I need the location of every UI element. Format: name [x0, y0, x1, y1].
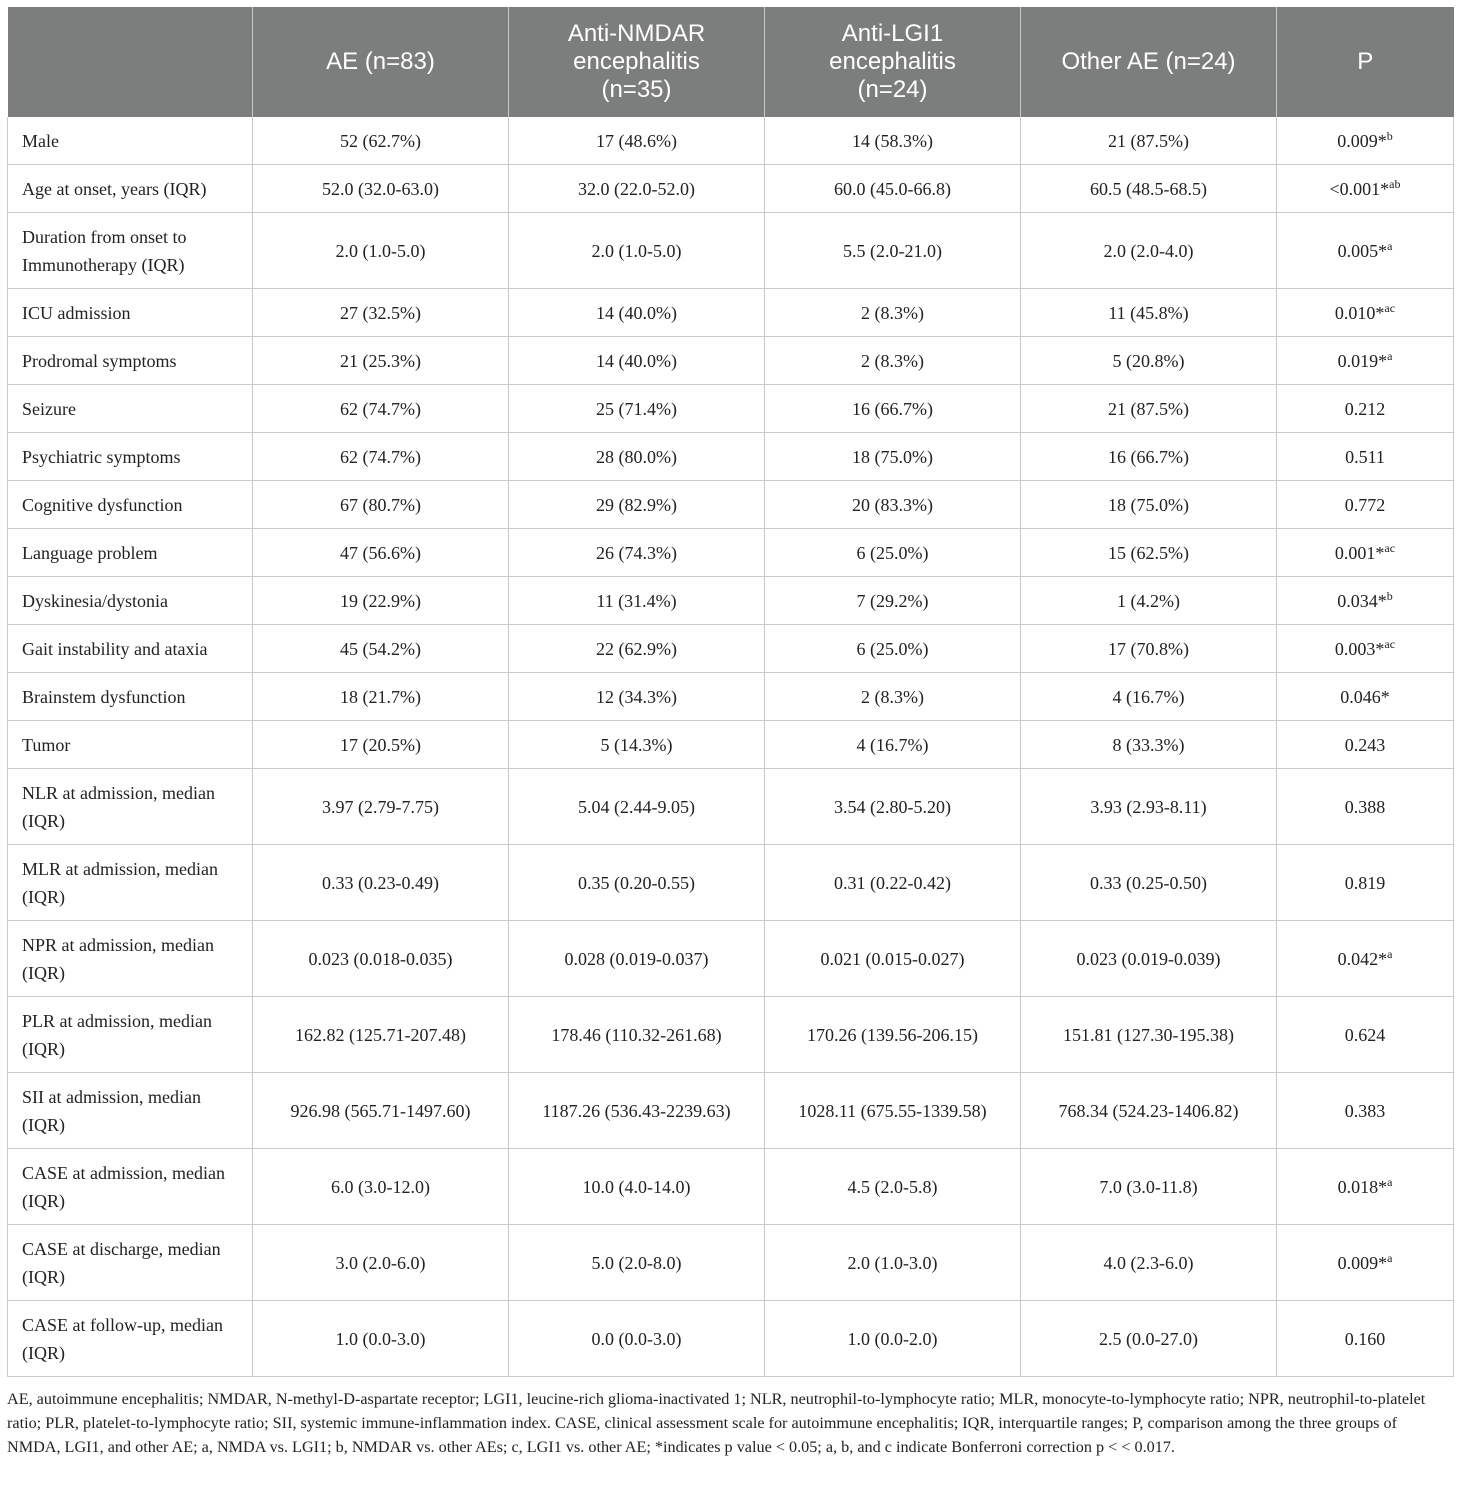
row-label: Dyskinesia/dystonia: [8, 577, 253, 625]
p-value-cell: [1277, 1073, 1454, 1149]
p-value: 0.772: [1344, 494, 1386, 515]
data-cell: 25 (71.4%): [509, 385, 765, 433]
header-cell-nmdar: Anti-NMDAR encephalitis (n=35): [509, 7, 765, 117]
row-label: Male: [8, 117, 253, 165]
table-row: [8, 213, 1454, 289]
p-value: 0.003*: [1334, 638, 1385, 659]
table-row: [8, 337, 1454, 385]
data-cell: 21 (87.5%): [1021, 117, 1277, 165]
data-cell: 2 (8.3%): [765, 337, 1021, 385]
table-row: [8, 845, 1454, 921]
header-row: [8, 7, 1454, 117]
data-cell: 2.0 (1.0-3.0): [765, 1225, 1021, 1301]
p-value-cell: [1277, 625, 1454, 673]
data-cell: 0.33 (0.23-0.49): [253, 845, 509, 921]
data-cell: 0.023 (0.018-0.035): [253, 921, 509, 997]
data-cell: 52 (62.7%): [253, 117, 509, 165]
p-value-superscript: b: [1386, 128, 1393, 143]
data-table: [7, 7, 1454, 1377]
p-value-cell: [1277, 117, 1454, 165]
data-cell: 2 (8.3%): [765, 289, 1021, 337]
p-value-superscript: a: [1387, 1174, 1393, 1189]
p-value-cell: [1277, 769, 1454, 845]
table-row: [8, 289, 1454, 337]
p-value: 0.010*: [1334, 302, 1385, 323]
p-value: 0.383: [1344, 1100, 1386, 1121]
data-cell: 21 (87.5%): [1021, 385, 1277, 433]
p-value: 0.034*: [1337, 590, 1387, 611]
header-cell-ae: AE (n=83): [253, 7, 509, 117]
data-cell: 11 (45.8%): [1021, 289, 1277, 337]
p-value-cell: [1277, 845, 1454, 921]
p-value: 0.018*: [1337, 1176, 1388, 1197]
data-cell: 162.82 (125.71-207.48): [253, 997, 509, 1073]
p-value-cell: [1277, 433, 1454, 481]
data-cell: 15 (62.5%): [1021, 529, 1277, 577]
p-value: 0.042*: [1337, 948, 1388, 969]
p-value-cell: [1277, 165, 1454, 213]
data-cell: 17 (48.6%): [509, 117, 765, 165]
row-label: Brainstem dysfunction: [8, 673, 253, 721]
p-value-cell: [1277, 1225, 1454, 1301]
table-row: [8, 385, 1454, 433]
table-row: [8, 117, 1454, 165]
p-value-superscript: a: [1387, 348, 1393, 363]
data-cell: 16 (66.7%): [1021, 433, 1277, 481]
p-value: 0.212: [1344, 398, 1386, 419]
table-row: [8, 673, 1454, 721]
p-value-cell: [1277, 289, 1454, 337]
row-label: Age at onset, years (IQR): [8, 165, 253, 213]
data-cell: 21 (25.3%): [253, 337, 509, 385]
table-row: [8, 769, 1454, 845]
data-cell: 52.0 (32.0-63.0): [253, 165, 509, 213]
data-cell: 3.54 (2.80-5.20): [765, 769, 1021, 845]
data-cell: 11 (31.4%): [509, 577, 765, 625]
data-cell: 19 (22.9%): [253, 577, 509, 625]
p-value-cell: [1277, 921, 1454, 997]
data-cell: 14 (40.0%): [509, 289, 765, 337]
data-cell: 170.26 (139.56-206.15): [765, 997, 1021, 1073]
p-value-cell: [1277, 1149, 1454, 1225]
data-cell: 45 (54.2%): [253, 625, 509, 673]
data-cell: 8 (33.3%): [1021, 721, 1277, 769]
data-cell: 26 (74.3%): [509, 529, 765, 577]
row-label: NLR at admission, median (IQR): [8, 769, 253, 845]
data-cell: 22 (62.9%): [509, 625, 765, 673]
data-cell: 7.0 (3.0-11.8): [1021, 1149, 1277, 1225]
table-row: [8, 433, 1454, 481]
data-cell: 1028.11 (675.55-1339.58): [765, 1073, 1021, 1149]
header-cell-blank: [8, 7, 253, 117]
p-value-superscript: a: [1387, 1250, 1393, 1265]
data-cell: 5.5 (2.0-21.0): [765, 213, 1021, 289]
table-row: [8, 481, 1454, 529]
data-cell: 62 (74.7%): [253, 385, 509, 433]
data-cell: 20 (83.3%): [765, 481, 1021, 529]
data-cell: 14 (58.3%): [765, 117, 1021, 165]
p-value: 0.243: [1344, 734, 1386, 755]
row-label: CASE at discharge, median (IQR): [8, 1225, 253, 1301]
data-cell: 5 (14.3%): [509, 721, 765, 769]
row-label: Language problem: [8, 529, 253, 577]
data-cell: 1187.26 (536.43-2239.63): [509, 1073, 765, 1149]
row-label: Seizure: [8, 385, 253, 433]
data-cell: 4 (16.7%): [1021, 673, 1277, 721]
data-cell: 60.5 (48.5-68.5): [1021, 165, 1277, 213]
row-label: SII at admission, median (IQR): [8, 1073, 253, 1149]
data-cell: 27 (32.5%): [253, 289, 509, 337]
p-value: 0.511: [1345, 446, 1385, 467]
p-value-cell: [1277, 673, 1454, 721]
p-value: 0.624: [1344, 1024, 1386, 1045]
p-value: 0.819: [1344, 872, 1386, 893]
data-cell: 7 (29.2%): [765, 577, 1021, 625]
p-value: 0.001*: [1334, 542, 1385, 563]
data-cell: 151.81 (127.30-195.38): [1021, 997, 1277, 1073]
data-cell: 47 (56.6%): [253, 529, 509, 577]
p-value: 0.046*: [1340, 686, 1390, 707]
data-cell: 2.5 (0.0-27.0): [1021, 1301, 1277, 1377]
data-cell: 17 (70.8%): [1021, 625, 1277, 673]
data-cell: 16 (66.7%): [765, 385, 1021, 433]
data-cell: 62 (74.7%): [253, 433, 509, 481]
table-row: [8, 1073, 1454, 1149]
p-value: 0.009*: [1337, 1252, 1388, 1273]
p-value-cell: [1277, 577, 1454, 625]
table-row: [8, 165, 1454, 213]
header-cell-p: P: [1277, 7, 1454, 117]
data-cell: 4.5 (2.0-5.8): [765, 1149, 1021, 1225]
data-cell: 3.93 (2.93-8.11): [1021, 769, 1277, 845]
data-cell: 3.97 (2.79-7.75): [253, 769, 509, 845]
p-value-superscript: ac: [1384, 636, 1396, 651]
header-cell-other-ae: Other AE (n=24): [1021, 7, 1277, 117]
data-cell: 6 (25.0%): [765, 625, 1021, 673]
data-cell: 1.0 (0.0-3.0): [253, 1301, 509, 1377]
table-row: [8, 529, 1454, 577]
row-label: MLR at admission, median (IQR): [8, 845, 253, 921]
p-value-superscript: ab: [1389, 176, 1401, 191]
row-label: Gait instability and ataxia: [8, 625, 253, 673]
data-cell: 12 (34.3%): [509, 673, 765, 721]
row-label: CASE at admission, median (IQR): [8, 1149, 253, 1225]
row-label: CASE at follow-up, median (IQR): [8, 1301, 253, 1377]
table-row: [8, 721, 1454, 769]
data-cell: 6 (25.0%): [765, 529, 1021, 577]
data-cell: 28 (80.0%): [509, 433, 765, 481]
table-row: [8, 997, 1454, 1073]
p-value-cell: [1277, 385, 1454, 433]
data-cell: 60.0 (45.0-66.8): [765, 165, 1021, 213]
table-row: [8, 1225, 1454, 1301]
data-cell: 2.0 (1.0-5.0): [509, 213, 765, 289]
data-cell: 1.0 (0.0-2.0): [765, 1301, 1021, 1377]
table-row: [8, 921, 1454, 997]
data-cell: 6.0 (3.0-12.0): [253, 1149, 509, 1225]
table-footnote: AE, autoimmune encephalitis; NMDAR, N-methyl-D-aspartate receptor; LGI1, leucine-rich glioma-inactivated 1; NLR, neutrophil-to-lymphocyte ratio; MLR, monocyte-to-lymphocyte ratio; NPR, neutrophil-to-platelet ratio; PLR, platelet-to-lymphocyte ratio; SII, systemic immune-inflammation index. CASE, clinical assessment scale for autoimmune encephalitis; IQR, interquartile ranges; P, comparison among the three groups of NMDA, LGI1, and other AE; a, NMDA vs. LGI1; b, NMDAR vs. other AEs; c, LGI1 vs. other AE; *indicates p value < 0.05; a, b, and c indicate Bonferroni correction p < < 0.017.: [7, 1390, 1426, 1456]
data-cell: 1 (4.2%): [1021, 577, 1277, 625]
data-cell: 3.0 (2.0-6.0): [253, 1225, 509, 1301]
data-cell: 18 (21.7%): [253, 673, 509, 721]
table-row: [8, 1301, 1454, 1377]
data-cell: 0.35 (0.20-0.55): [509, 845, 765, 921]
data-cell: 10.0 (4.0-14.0): [509, 1149, 765, 1225]
data-cell: 14 (40.0%): [509, 337, 765, 385]
p-value: <0.001*: [1329, 178, 1390, 199]
row-label: Cognitive dysfunction: [8, 481, 253, 529]
p-value-cell: [1277, 481, 1454, 529]
data-cell: 17 (20.5%): [253, 721, 509, 769]
row-label: NPR at admission, median (IQR): [8, 921, 253, 997]
header-cell-lgi1: Anti-LGI1 encephalitis (n=24): [765, 7, 1021, 117]
p-value-cell: [1277, 529, 1454, 577]
data-cell: 0.0 (0.0-3.0): [509, 1301, 765, 1377]
data-cell: 32.0 (22.0-52.0): [509, 165, 765, 213]
p-value-superscript: a: [1387, 946, 1393, 961]
data-cell: 768.34 (524.23-1406.82): [1021, 1073, 1277, 1149]
row-label: Duration from onset to Immunotherapy (IQR): [8, 213, 253, 289]
data-cell: 0.028 (0.019-0.037): [509, 921, 765, 997]
p-value-superscript: ac: [1384, 540, 1396, 555]
data-cell: 5.04 (2.44-9.05): [509, 769, 765, 845]
p-value: 0.160: [1344, 1328, 1386, 1349]
p-value-superscript: a: [1387, 238, 1393, 253]
data-cell: 5.0 (2.0-8.0): [509, 1225, 765, 1301]
p-value-cell: [1277, 1301, 1454, 1377]
row-label: ICU admission: [8, 289, 253, 337]
p-value-superscript: ac: [1384, 300, 1396, 315]
data-cell: 2.0 (2.0-4.0): [1021, 213, 1277, 289]
data-cell: 178.46 (110.32-261.68): [509, 997, 765, 1073]
data-cell: 4.0 (2.3-6.0): [1021, 1225, 1277, 1301]
table-row: [8, 1149, 1454, 1225]
table-container: [7, 7, 1453, 1377]
row-label: PLR at admission, median (IQR): [8, 997, 253, 1073]
p-value: 0.019*: [1337, 350, 1388, 371]
table-row: [8, 625, 1454, 673]
data-cell: 2.0 (1.0-5.0): [253, 213, 509, 289]
data-cell: 0.023 (0.019-0.039): [1021, 921, 1277, 997]
row-label: Psychiatric symptoms: [8, 433, 253, 481]
row-label: Tumor: [8, 721, 253, 769]
p-value-cell: [1277, 721, 1454, 769]
p-value: 0.388: [1344, 796, 1386, 817]
p-value-cell: [1277, 337, 1454, 385]
data-cell: 18 (75.0%): [1021, 481, 1277, 529]
data-cell: 0.31 (0.22-0.42): [765, 845, 1021, 921]
p-value: 0.009*: [1337, 130, 1387, 151]
data-cell: 29 (82.9%): [509, 481, 765, 529]
p-value-cell: [1277, 997, 1454, 1073]
data-cell: 4 (16.7%): [765, 721, 1021, 769]
data-cell: 67 (80.7%): [253, 481, 509, 529]
data-cell: 18 (75.0%): [765, 433, 1021, 481]
row-label: Prodromal symptoms: [8, 337, 253, 385]
table-body: [8, 117, 1454, 1377]
p-value-superscript: b: [1386, 588, 1393, 603]
data-cell: 926.98 (565.71-1497.60): [253, 1073, 509, 1149]
data-cell: 2 (8.3%): [765, 673, 1021, 721]
p-value-cell: [1277, 213, 1454, 289]
data-cell: 0.021 (0.015-0.027): [765, 921, 1021, 997]
table-row: [8, 577, 1454, 625]
data-cell: 0.33 (0.25-0.50): [1021, 845, 1277, 921]
data-cell: 5 (20.8%): [1021, 337, 1277, 385]
p-value: 0.005*: [1337, 240, 1388, 261]
